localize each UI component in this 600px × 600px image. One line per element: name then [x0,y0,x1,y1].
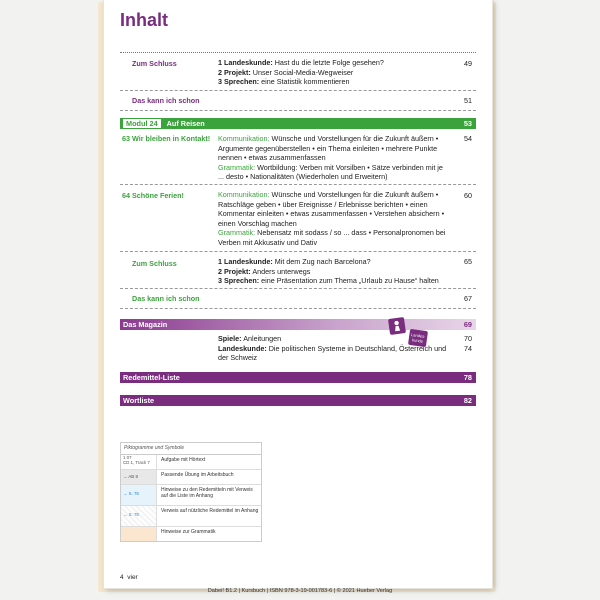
lesson-63-text [218,134,448,182]
divider [120,308,476,309]
landeskunde-badge: Landeskunde [408,329,428,347]
page-number: 74 [464,344,472,353]
magazin-spiele: Spiele: Anleitungen [218,334,282,343]
lesson-64-kommunikation: Kommunikation: Wünsche und Vorstellungen für die Zukunft äußern • Ratschläge geben • über Ereignisse / Erlebnisse berichten • einen Kommentar einleiten • etwas zusammenfassen • Verstehen absichern • einen Vorschlag machen [218,190,445,228]
lesson-64-label: 64 Schöne Ferien! [122,191,184,200]
wortliste-bar [120,395,476,406]
divider [120,251,476,252]
page-number: 51 [464,96,472,105]
modul-box: Modul 24 [123,119,161,128]
legend-desc: Aufgabe mit Hörtext [161,457,206,463]
divider [120,90,476,91]
redemittel-arrow-icon: → S. 78 [121,485,157,505]
audio-icon: 1 07 CD 1, Track 7 [121,455,157,469]
page-number: 65 [464,257,472,266]
magazin-text [218,334,448,363]
page-number: 54 [464,134,472,143]
schluss-lines-1 [218,58,448,87]
legend-desc: Verweis auf nützliche Redemittel im Anhang [161,508,259,514]
redemittel-label: Redemittel-Liste [123,373,180,382]
imprint-footer: Dabei! B1.2 | Kursbuch | ISBN 978-3-19-001783-6 | © 2021 Hueber Verlag [207,588,393,594]
wortliste-label: Wortliste [123,396,155,405]
schluss1-line-1: 1 Landeskunde: Hast du die letzte Folge gesehen? [218,58,384,67]
page-number: 60 [464,191,472,200]
magazin-bar [120,319,476,330]
schluss2-line-2: 2 Projekt: Anders unterwegs [218,266,311,276]
page-number: 82 [463,396,472,405]
lesson-64-text [218,190,448,248]
legend-row [121,506,261,527]
schluss1-line-3: 3 Sprechen: eine Statistik kommentieren [218,77,350,87]
legend-row [121,455,261,470]
page-number: 69 [463,320,472,329]
kann-label-2: Das kann ich schon [132,294,200,303]
page-number: 49 [464,59,472,68]
grammar-box-icon [121,527,157,541]
pictogram-legend [120,442,262,542]
magazin-landeskunde: Landeskunde: Die politischen Systeme in Deutschland, Österreich und der Schweiz [218,343,447,363]
schluss-label-1: Zum Schluss [132,59,177,68]
game-piece-icon [388,317,406,335]
divider [120,288,476,289]
legend-row [121,485,261,506]
schluss-lines-2 [218,257,448,286]
page-number: 67 [464,294,472,303]
schluss1-line-2: 2 Projekt: Unser Social-Media-Wegweiser [218,67,354,77]
redemittel-bar [120,372,476,383]
lesson-63-grammatik: Grammatik: Wortbildung: Verben mit Vorsilben • Sätze verbinden mit je ... desto • Nationalitäten (Wiederholen und Erweitern) [218,162,443,182]
redemittel-ref-icon: → S. 78 [121,506,157,526]
lesson-63-kommunikation: Kommunikation: Wünsche und Vorstellungen für die Zukunft äußern • Argumente gegenüberstellen • ein Thema einleiten • mehrere Punkte nennen • etwas zusammenfassen [218,134,439,163]
kann-label-1: Das kann ich schon [132,96,200,105]
schluss-label-2: Zum Schluss [132,259,177,268]
legend-desc: Hinweise zur Grammatik [161,529,216,535]
lesson-63-label: 63 Wir bleiben in Kontakt! [122,134,211,143]
legend-row [121,527,261,541]
page-number: 78 [463,373,472,382]
legend-row [121,470,261,485]
divider [120,110,476,111]
divider [120,52,476,53]
legend-title: Piktogramme und Symbole [121,443,261,455]
modul-label: Auf Reisen [166,119,205,128]
magazin-label: Das Magazin [123,320,168,329]
workbook-arrow-icon: → AB 8 [121,470,157,484]
legend-desc: Passende Übung im Arbeitsbuch [161,472,234,478]
book-page [104,0,492,588]
divider [120,184,476,185]
legend-desc: Hinweise zu den Redemitteln mit Verweis auf die Liste im Anhang [161,487,253,499]
page-title: Inhalt [120,10,168,30]
schluss2-line-3: 3 Sprechen: eine Präsentation zum Thema „Urlaub zu Hause“ halten [218,276,439,286]
page-number: 53 [463,119,472,128]
page-footer-number: 4 vier [120,574,138,581]
lesson-64-grammatik: Grammatik: Nebensatz mit sodass / so ... dass • Personalpronomen bei Verben mit Akkusativ und Dativ [218,228,446,247]
page-number: 70 [464,334,472,343]
modul-bar [120,118,476,129]
schluss2-line-1: 1 Landeskunde: Mit dem Zug nach Barcelona? [218,257,371,266]
